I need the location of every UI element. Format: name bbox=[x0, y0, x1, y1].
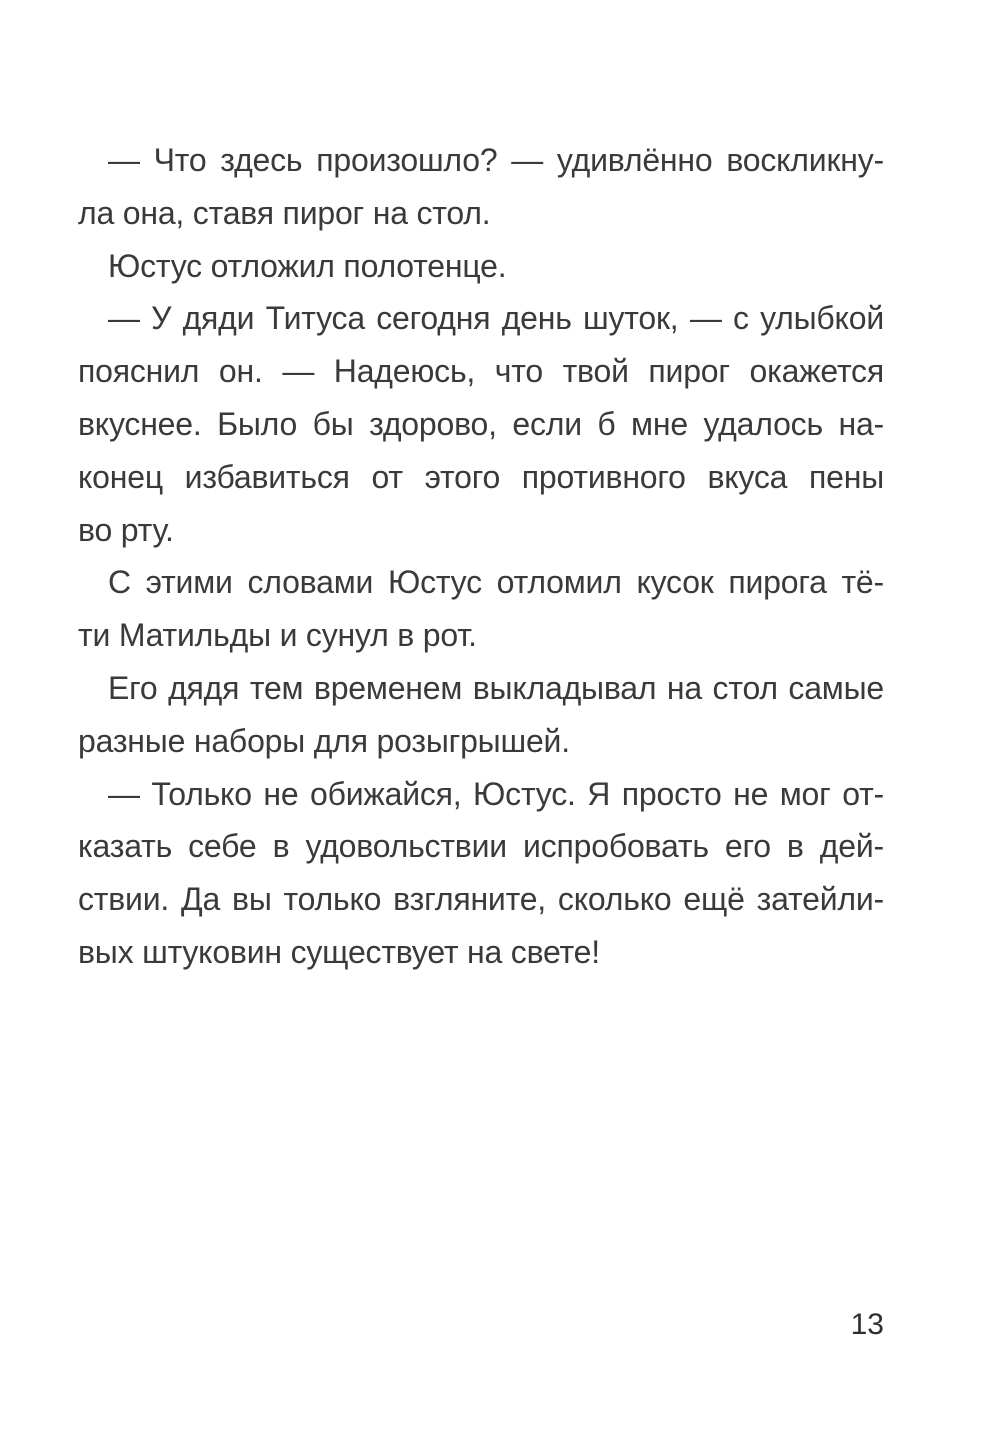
text-line: С этими словами Юстус отломил кусок пирога тё- bbox=[108, 564, 884, 601]
text-line: разные наборы для розыгрышей. bbox=[78, 722, 570, 759]
text-line: — Только не обижайся, Юстус. Я просто не мог от- bbox=[108, 775, 884, 812]
text-line: Его дядя тем временем выкладывал на стол самые bbox=[108, 669, 884, 706]
text-line: — Что здесь произошло? — удивлённо воскликну- bbox=[108, 142, 884, 178]
body-text bbox=[78, 134, 884, 979]
text-line: казать себе в удовольствии испробовать его в дей- bbox=[78, 828, 884, 865]
text-line: ти Матильды и сунул в рот. bbox=[78, 617, 477, 654]
page-number: 13 bbox=[850, 1308, 884, 1341]
text-line: пояснил он. — Надеюсь, что твой пирог окажется bbox=[78, 353, 884, 390]
text-line: во рту. bbox=[78, 511, 174, 548]
text-line: конец избавиться от этого противного вкуса пены bbox=[78, 458, 884, 495]
text-line: Юстус отложил полотенце. bbox=[108, 247, 507, 284]
text-line: — У дяди Титуса сегодня день шуток, — с улыбкой bbox=[108, 300, 884, 337]
text-line: вкуснее. Было бы здорово, если б мне удалось на- bbox=[78, 405, 884, 442]
text-line: ствии. Да вы только взгляните, сколько ещё затейли- bbox=[78, 881, 884, 918]
text-line: ла она, ставя пирог на стол. bbox=[78, 194, 491, 231]
text-line: вых штуковин существует на свете! bbox=[78, 933, 600, 970]
